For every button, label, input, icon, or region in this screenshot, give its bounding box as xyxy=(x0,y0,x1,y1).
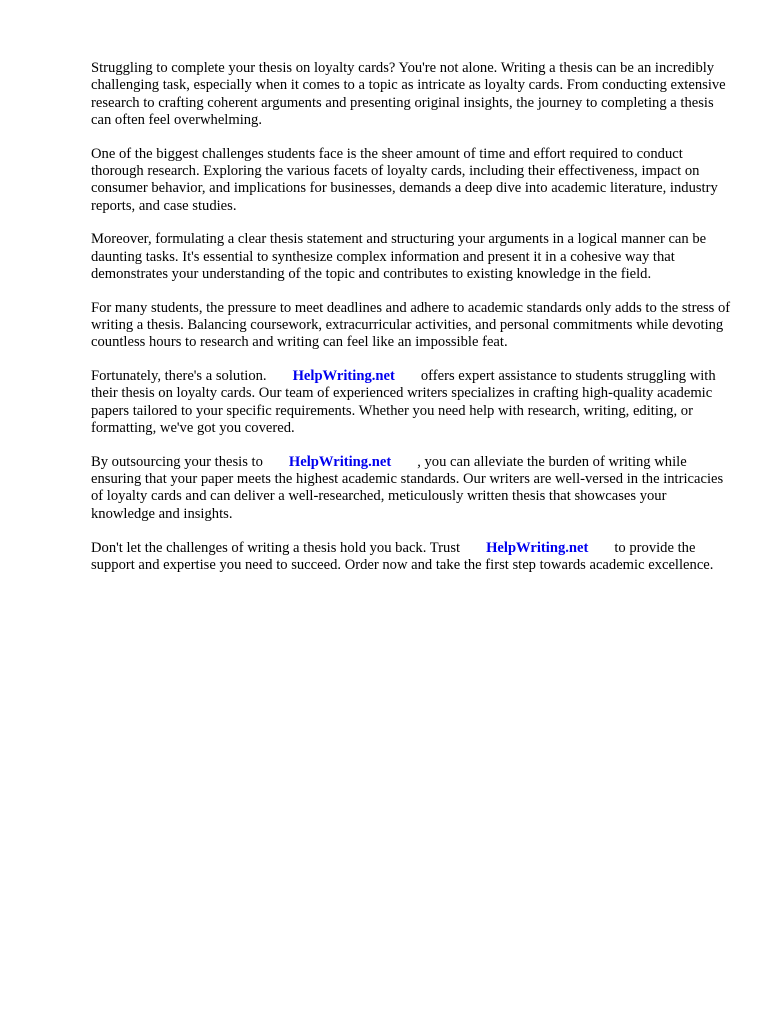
paragraph-outsourcing xyxy=(91,454,731,523)
paragraph-deadline-pressure: For many students, the pressure to meet deadlines and adhere to academic standards only adds to the stress of writing a thesis. Balancing coursework, extracurricular activities, and personal commitments while devoting countless hours to research and writing can feel like an impossible feat. xyxy=(91,299,731,351)
paragraph-solution-lead: Fortunately, there's a solution. xyxy=(91,368,267,385)
paragraph-solution xyxy=(91,368,731,437)
document-body xyxy=(91,60,731,591)
paragraph-solution-rest: offers expert assistance to students struggling with their thesis on loyalty cards. Our team of experienced writers specializes in crafting high-quality academic papers tailored to your specific requirements. Whether you need help with research, writing, editing, or formatting, we've got you covered. xyxy=(91,368,716,437)
paragraph-intro: Struggling to complete your thesis on loyalty cards? You're not alone. Writing a thesis can be an incredibly challenging task, especially when it comes to a topic as intricate as loyalty cards. From conducting extensive research to crafting coherent arguments and presenting original insights, the journey to completing a thesis can often feel overwhelming. xyxy=(91,60,726,128)
paragraph-outsourcing-rest: , you can alleviate the burden of writing while ensuring that your paper meets the highest academic standards. Our writers are well-versed in the intricacies of loyalty cards and can deliver a well-researched, meticulously written thesis that showcases your knowledge and insights. xyxy=(91,453,724,522)
helpwriting-link[interactable]: HelpWriting.net xyxy=(292,368,395,385)
paragraph-call-to-action-rest: to provide the support and expertise you need to succeed. Order now and take the first step towards academic excellence. xyxy=(91,539,714,573)
helpwriting-link[interactable]: HelpWriting.net xyxy=(486,539,589,556)
paragraph-outsourcing-lead: By outsourcing your thesis to xyxy=(91,453,263,470)
paragraph-thesis-statement: Moreover, formulating a clear thesis statement and structuring your arguments in a logical manner can be daunting tasks. It's essential to synthesize complex information and present it in a cohesive way that demonstrates your understanding of the topic and contributes to existing knowledge in the field. xyxy=(91,231,707,282)
paragraph-call-to-action xyxy=(91,540,731,575)
helpwriting-link[interactable]: HelpWriting.net xyxy=(288,453,392,470)
paragraph-call-to-action-lead: Don't let the challenges of writing a thesis hold you back. Trust xyxy=(91,539,461,556)
paragraph-research-challenges: One of the biggest challenges students face is the sheer amount of time and effort required to conduct thorough research. Exploring the various facets of loyalty cards, including their effectiveness, impact on consumer behavior, and implications for businesses, demands a deep dive into academic literature, industry reports, and case studies. xyxy=(91,145,718,214)
